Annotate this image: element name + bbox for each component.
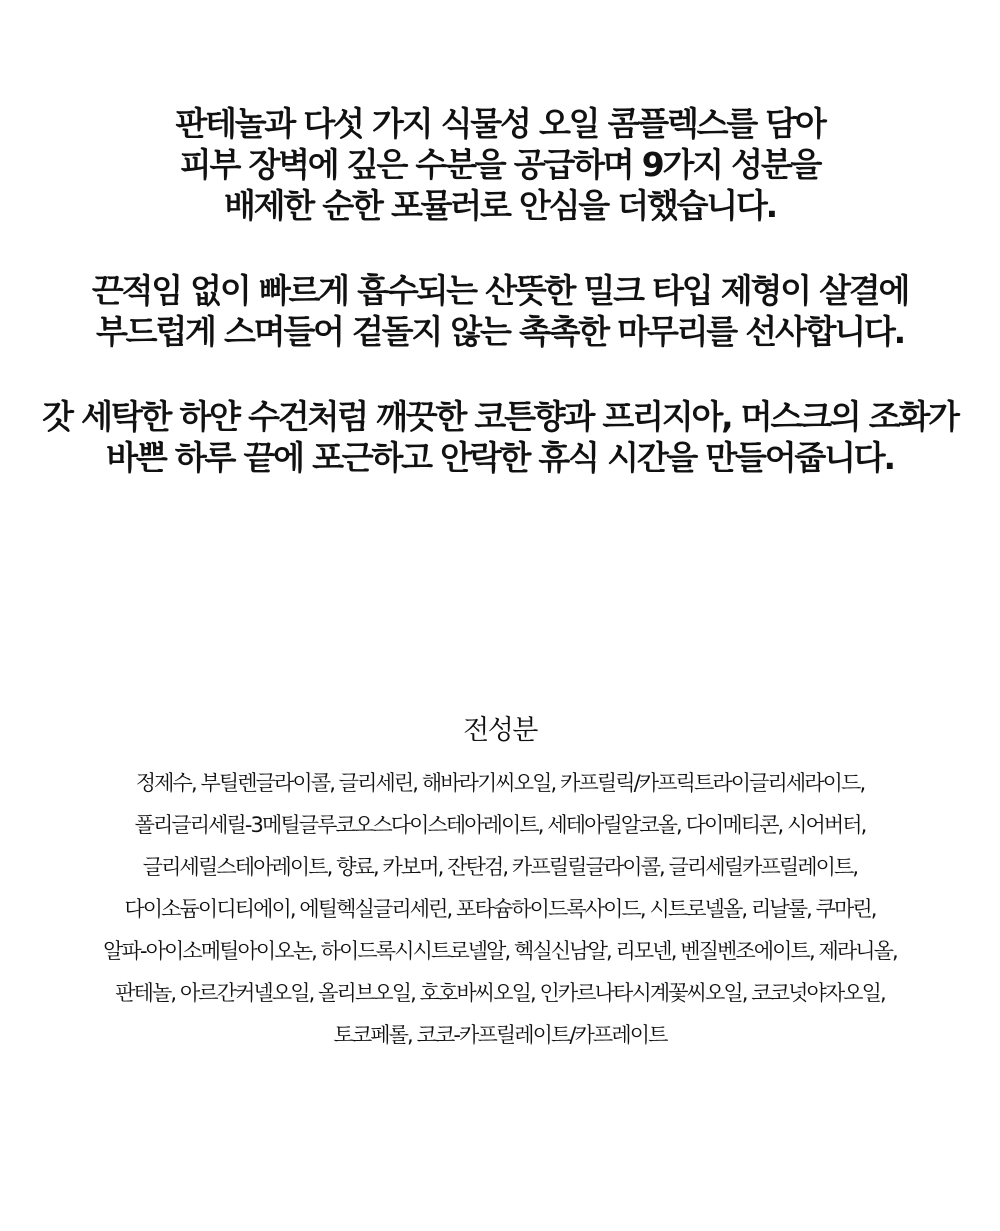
ingredients-line: 폴리글리세릴-3메틸글루코오스다이스테아레이트, 세테아릴알코올, 다이메티콘, 시어버터, <box>134 813 866 837</box>
description-line: 갓 세탁한 하얀 수건처럼 깨끗한 코튼향과 프리지아, 머스크의 조화가 <box>42 397 958 436</box>
description-line: 부드럽게 스며들어 겉돌지 않는 촉촉한 마무리를 선사합니다. <box>95 312 905 351</box>
ingredients-section <box>0 710 1000 1056</box>
ingredients-line: 정제수, 부틸렌글라이콜, 글리세린, 해바라기씨오일, 카프릴릭/카프릭트라이글리세라이드, <box>135 771 865 795</box>
description-line: 배제한 순한 포뮬러로 안심을 더했습니다. <box>223 186 777 225</box>
ingredients-line: 알파-아이소메틸아이오논, 하이드록시시트로넬알, 헥실신남알, 리모넨, 벤질벤조에이트, 제라니올, <box>103 939 897 963</box>
ingredients-title: 전성분 <box>463 715 537 746</box>
ingredients-line: 토코페롤, 코코-카프릴레이트/카프레이트 <box>333 1023 667 1047</box>
ingredients-line: 판테놀, 아르간커넬오일, 올리브오일, 호호바씨오일, 인카르나타시계꽃씨오일, 코코넛야자오일, <box>115 981 885 1005</box>
description-paragraph-1 <box>0 103 1000 226</box>
description-line: 피부 장벽에 깊은 수분을 공급하며 9가지 성분을 <box>179 145 821 184</box>
description-line: 끈적임 없이 빠르게 흡수되는 산뜻한 밀크 타입 제형이 살결에 <box>91 271 909 310</box>
description-line: 바쁜 하루 끝에 포근하고 안락한 휴식 시간을 만들어줍니다. <box>106 438 894 477</box>
description-paragraph-2 <box>0 270 1000 352</box>
ingredients-line: 글리세릴스테아레이트, 향료, 카보머, 잔탄검, 카프릴릴글라이콜, 글리세릴카프릴레이트, <box>142 855 858 879</box>
description-line: 판테놀과 다섯 가지 식물성 오일 콤플렉스를 담아 <box>175 104 825 143</box>
description-paragraph-3 <box>0 396 1000 478</box>
ingredients-line: 다이소듐이디티에이, 에틸헥실글리세린, 포타슘하이드록사이드, 시트로넬올, 리날룰, 쿠마린, <box>124 897 876 921</box>
ingredients-list <box>0 762 1000 1056</box>
product-description <box>0 103 1000 522</box>
